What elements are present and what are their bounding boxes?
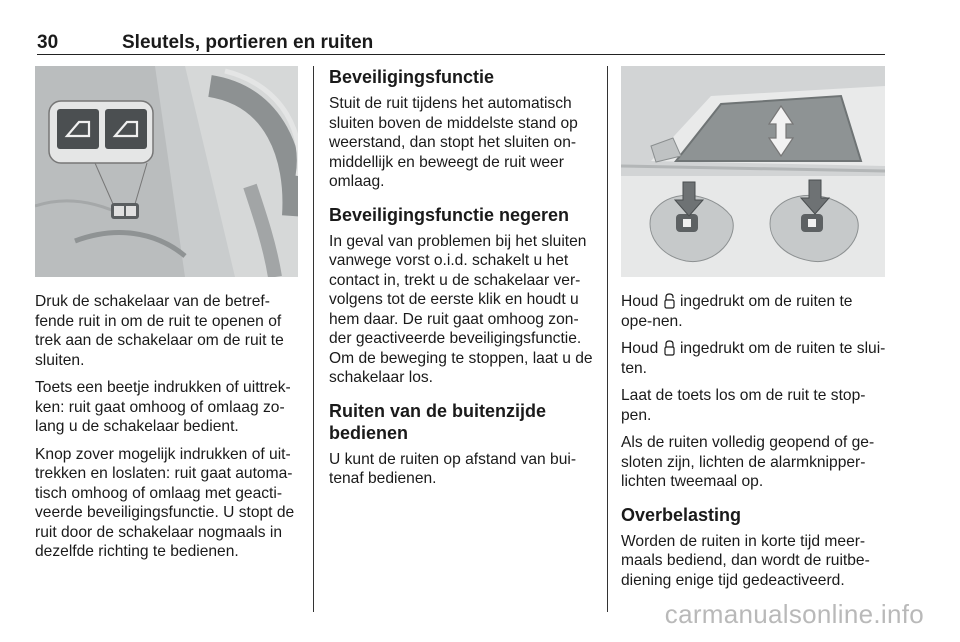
unlock-icon: [664, 293, 675, 309]
paragraph-overload: Worden de ruiten in korte tijd meer-maals bediend, dan wordt de ruitbe-diening enige tijd gedeactiveerd.: [621, 532, 870, 589]
page-header: [37, 32, 885, 54]
header-rule: [37, 54, 885, 55]
lock-icon: [664, 340, 675, 356]
paragraph-press-switch: Druk de schakelaar van de betref-fende ruit in om de ruit te openen of trek aan de schakelaar om de ruit te sluiten.: [35, 293, 284, 369]
paragraph-outside-operation: U kunt de ruiten op afstand van bui-tenaf bedienen.: [329, 450, 577, 487]
paragraph-auto-function: Knop zover mogelijk indrukken of uit-trekken en loslaten: ruit gaat automa-tisch omhoog of omlaag met geacti-veerde beveiligingsfunctie. U stopt de ruit door de schakelaar nogmaals in dezelfde richting te bedienen.: [35, 445, 295, 560]
heading-safety-function: Beveiligingsfunctie: [329, 67, 495, 87]
watermark: carmanualsonline.info: [664, 599, 924, 629]
paragraph-hold-unlock: Houd ingedrukt om de ruiten te ope-nen.: [621, 293, 853, 330]
column-divider-1: [313, 66, 314, 612]
column-1-text: [35, 292, 301, 570]
column-2-text: [329, 66, 594, 497]
remote-key-window-illustration: [621, 66, 885, 277]
paragraph-tap-switch: Toets een beetje indrukken of uittrek-ken: ruit gaat omhoog of omlaag zo-lang u de schakelaar bedient.: [35, 379, 291, 435]
window-switch-panel-illustration: [35, 66, 298, 277]
paragraph-override-safety: In geval van problemen bij het sluiten vanwege vorst o.i.d. schakelt u het contact in, trekt u de schakelaar ver-volgens tot de eerste klik en houdt u hem daar. De ruit gaat omhoog zon-der geactiveerde beveiligingsfunctie. Om de beweging te stoppen, laat u de schakelaar los.: [329, 232, 593, 386]
paragraph-hazard-lights: Als de ruiten volledig geopend of ge-sloten zijn, lichten de alarmknipper-lichten tweemaal op.: [621, 434, 875, 490]
heading-outside-operation: Ruiten van de buitenzijde bedienen: [329, 400, 547, 443]
page-number: 30: [37, 32, 59, 53]
chapter-title: Sleutels, portieren en ruiten: [122, 32, 374, 53]
paragraph-hold-lock: Houd ingedrukt om de ruiten te slui-ten.: [621, 340, 886, 377]
heading-overload: Overbelasting: [621, 504, 742, 525]
column-divider-2: [607, 66, 608, 612]
paragraph-release-button: Laat de toets los om de ruit te stop-pen.: [621, 387, 866, 424]
paragraph-safety-function: Stuit de ruit tijdens het automatisch sluiten boven de middelste stand op weerstand, dan stopt het sluiten on-middellijk en beweegt de ruit weer omlaag.: [329, 95, 578, 190]
heading-override-safety: Beveiligingsfunctie negeren: [329, 204, 570, 225]
column-3-text: [621, 292, 887, 598]
